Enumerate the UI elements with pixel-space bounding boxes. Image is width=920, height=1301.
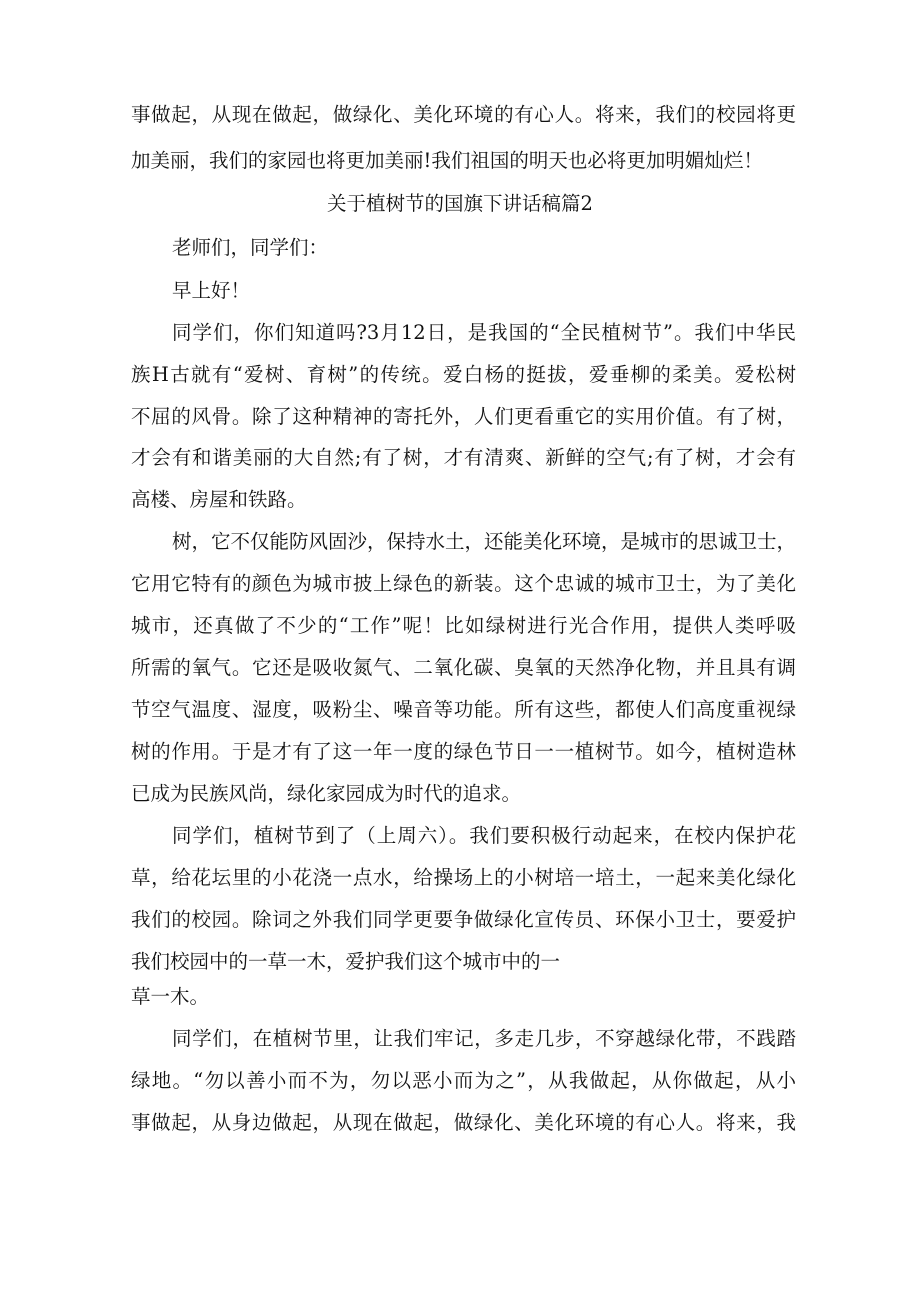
salutation: 老师们，同学们：: [172, 236, 329, 259]
greeting: 早上好！: [172, 279, 251, 302]
para2-line-6: 树的作用。于是才有了这一年一度的绿色节日一一植树节。如今，植树造林: [131, 740, 796, 763]
para4-line-3: 事做起，从身边做起，从现在做起，做绿化、美化环境的有心人。将来，我: [131, 1111, 796, 1134]
para4-line-2: 绿地。“勿以善小而不为，勿以恶小而为之”，从我做起，从你做起，从小: [131, 1069, 796, 1092]
para1-line-1: 同学们，你们知道吗?3月12日，是我国的“全民植树节”。我们中华民: [172, 321, 796, 344]
intro-line-2: 加美丽，我们的家园也将更加美丽!我们祖国的明天也必将更加明媚灿烂！: [131, 149, 763, 172]
para3-line-5: 草一木。: [131, 985, 210, 1008]
para1-line-2: 族H古就有“爱树、育树”的传统。爱白杨的挺拔，爱垂柳的柔美。爱松树: [131, 363, 796, 386]
para1-line-5: 高楼、房屋和铁路。: [131, 488, 307, 511]
para4-line-1: 同学们，在植树节里，让我们牢记，多走几步，不穿越绿化带，不践踏: [172, 1027, 796, 1050]
para2-line-7: 已成为民族风尚，绿化家园成为时代的追求。: [131, 782, 522, 805]
para2-line-4: 所需的氧气。它还是吸收氮气、二氧化碳、臭氧的天然净化物，并且具有调: [131, 656, 796, 679]
para2-line-1: 树，它不仅能防风固沙，保持水土，还能美化环境，是城市的思诚卫士，: [172, 530, 797, 553]
para1-line-3: 不屈的风骨。除了这种精神的寄托外，人们更看重它的实用价值。有了树，: [131, 405, 796, 428]
para3-line-2: 草，给花坛里的小花浇一点水，给操场上的小树培一培土，一起来美化绿化: [131, 866, 796, 889]
para2-line-5: 节空气温度、湿度，吸粉尘、噪音等功能。所有这些，都使人们高度重视绿: [131, 698, 796, 721]
para3-line-1: 同学们，植树节到了（上周六）。我们要积极行动起来，在校内保护花: [172, 824, 796, 847]
para2-line-2: 它用它特有的颜色为城市披上绿色的新装。这个忠诚的城市卫士，为了美化: [131, 572, 796, 595]
para1-line-4: 才会有和谐美丽的大自然;有了树，才有清爽、新鲜的空气;有了树，才会有: [131, 446, 796, 469]
intro-line-1: 事做起，从现在做起，做绿化、美化环境的有心人。将来，我们的校园将更: [131, 103, 796, 126]
document-title: 关于植树节的国旗下讲话稿篇2: [327, 192, 593, 215]
para2-line-3: 城市，还真做了不少的“工作”呢！比如绿树进行光合作用，提供人类呼吸: [131, 614, 796, 637]
para3-line-4: 我们校园中的一草一木，爱护我们这个城市中的一: [131, 950, 561, 973]
para3-line-3: 我们的校园。除词之外我们同学更要争做绿化宣传员、环保小卫士，要爱护: [131, 908, 796, 931]
